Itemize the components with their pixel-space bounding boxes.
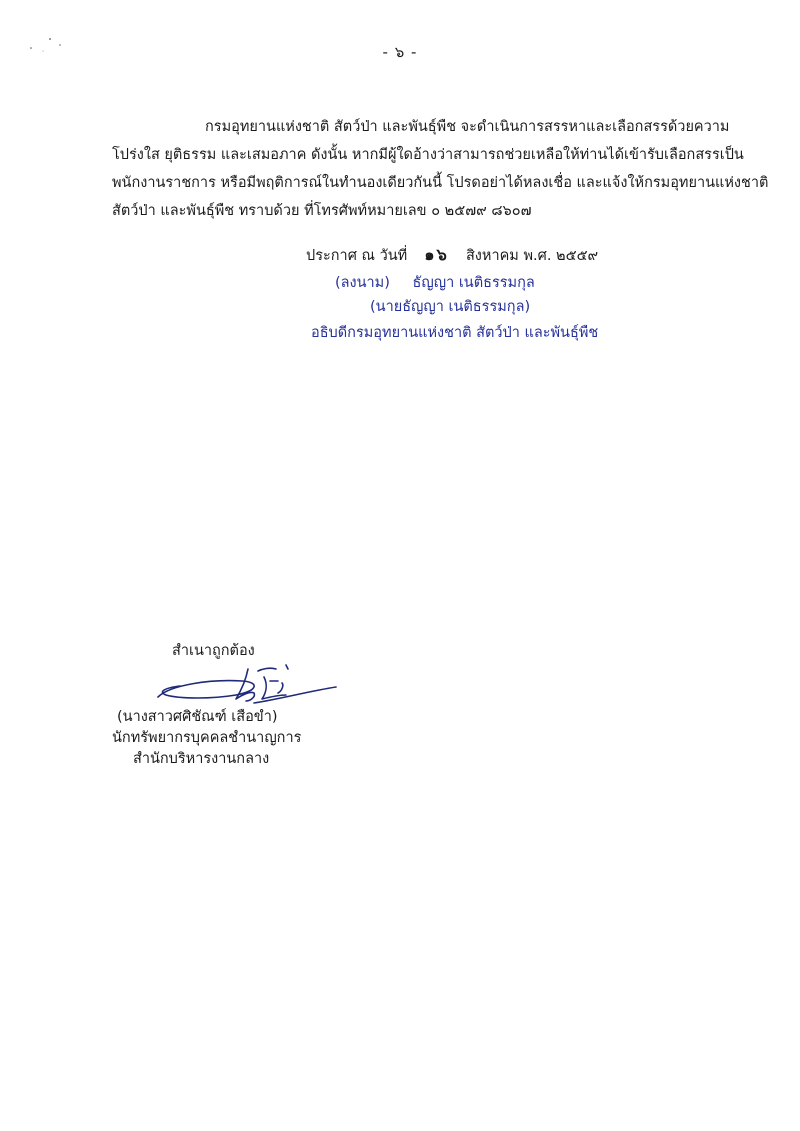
handwritten-signature (150, 655, 350, 711)
body-line-4: สัตว์ป่า และพันธุ์พืช ทราบด้วย ที่โทรศัพท์หมายเลข ๐ ๒๕๗๙ ๘๖๐๗ (112, 203, 532, 219)
signatory-position: อธิบดีกรมอุทยานแห่งชาติ สัตว์ป่า และพันธุ์พืช (311, 325, 599, 341)
signatory-full-name: (นายธัญญา เนติธรรมกุล) (370, 299, 531, 315)
signed-name: ธัญญา เนติธรรมกุล (412, 275, 535, 291)
body-line-2: โปร่งใส ยุติธรรม และเสมอภาค ดังนั้น หากมีผู้ใดอ้างว่าสามารถช่วยเหลือให้ท่านได้เข้ารับเลือกสรรเป็น (112, 147, 744, 163)
announcement-prefix: ประกาศ ณ วันที่ (306, 248, 408, 264)
certifier-office: สำนักบริหารงานกลาง (133, 751, 270, 767)
certified-copy-heading: สำเนาถูกต้อง (172, 643, 255, 659)
body-line-3: พนักงานราชการ หรือมีพฤติการณ์ในทำนองเดียวกันนี้ โปรดอย่าได้หลงเชื่อ และแจ้งให้กรมอุทยานแห่งชาติ (112, 175, 769, 191)
announcement-date (306, 243, 598, 268)
signed-line (335, 271, 535, 294)
page-number: - ๖ - (382, 43, 418, 61)
body-line-1: กรมอุทยานแห่งชาติ สัตว์ป่า และพันธุ์พืช จะดำเนินการสรรหาและเลือกสรรด้วยความ (205, 119, 730, 135)
signed-label: (ลงนาม) (335, 275, 390, 291)
certifier-name: (นางสาวศศิชัณฑ์ เสือขำ) (117, 709, 278, 725)
announcement-month-year: สิงหาคม พ.ศ. ๒๕๕๙ (465, 248, 599, 264)
certifier-title: นักทรัพยากรบุคคลชำนาญการ (112, 730, 302, 746)
announcement-day: ๑๖ (424, 245, 449, 264)
